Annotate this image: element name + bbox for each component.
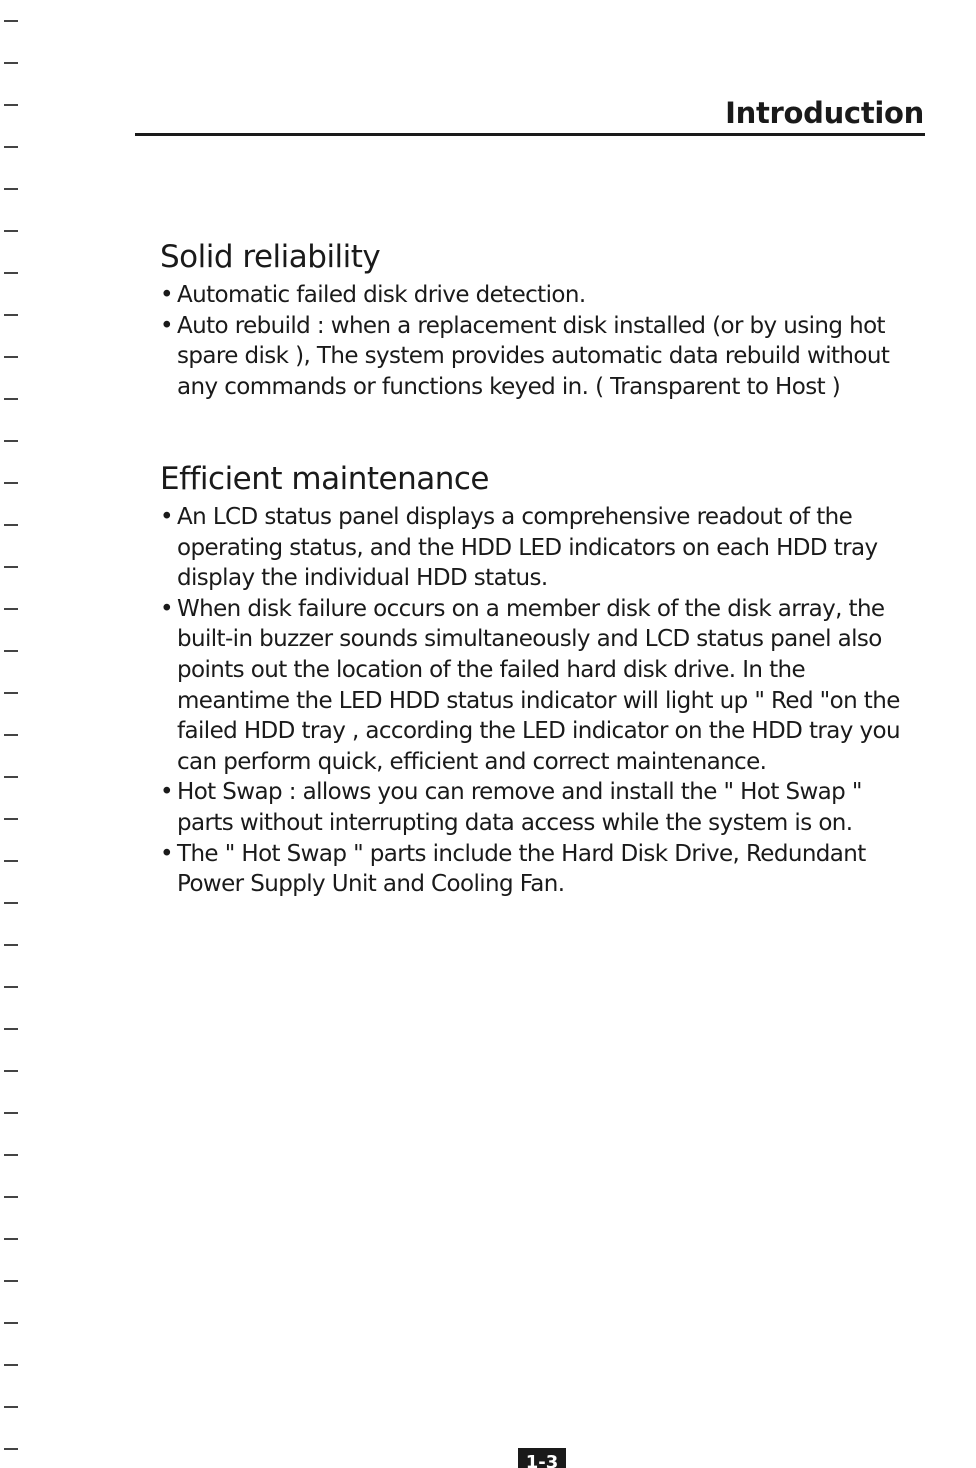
page-number: 1-3 [518, 1448, 566, 1468]
bullet-icon: • [160, 840, 173, 867]
bullet-list [160, 502, 920, 900]
list-item [160, 280, 920, 311]
bullet-icon: • [160, 282, 173, 308]
bullet-icon: • [160, 312, 173, 339]
section-efficient-maintenance [160, 460, 920, 900]
list-item [160, 311, 920, 403]
list-item [160, 839, 920, 900]
list-item-text: Auto rebuild : when a replacement disk installed (or by using hot spare disk ), The system provides automatic data rebuild without any commands or functions keyed in. ( Transparent to Host ) [177, 312, 890, 400]
list-item-text: Hot Swap : allows you can remove and install the " Hot Swap " parts without interrupting data access while the system is on. [177, 779, 862, 836]
header-title: Introduction [725, 96, 924, 130]
header-rule [135, 133, 925, 136]
section-solid-reliability [160, 238, 920, 402]
list-item-text: When disk failure occurs on a member disk of the disk array, the built-in buzzer sounds simultaneously and LCD status panel also points out the location of the failed hard disk drive. In the meantime the LED HDD status indicator will light up " Red "on the failed HDD tray , according the LED indicator on the HDD tray you can perform quick, efficient and correct maintenance. [177, 595, 900, 775]
list-item [160, 502, 920, 594]
bullet-icon: • [160, 779, 173, 806]
bullet-list [160, 280, 920, 402]
list-item-text: The " Hot Swap " parts include the Hard Disk Drive, Redundant Power Supply Unit and Cooling Fan. [177, 840, 866, 898]
list-item-text: An LCD status panel displays a comprehensive readout of the operating status, and the HDD LED indicators on each HDD tray display the individual HDD status. [177, 504, 878, 592]
bullet-icon: • [160, 504, 173, 530]
section-heading: Solid reliability [160, 239, 381, 275]
list-item [160, 777, 920, 838]
list-item-text: Automatic failed disk drive detection. [177, 282, 586, 308]
binding-marks [0, 0, 30, 1468]
list-item [160, 594, 920, 778]
bullet-icon: • [160, 595, 173, 622]
section-heading: Efficient maintenance [160, 461, 490, 497]
